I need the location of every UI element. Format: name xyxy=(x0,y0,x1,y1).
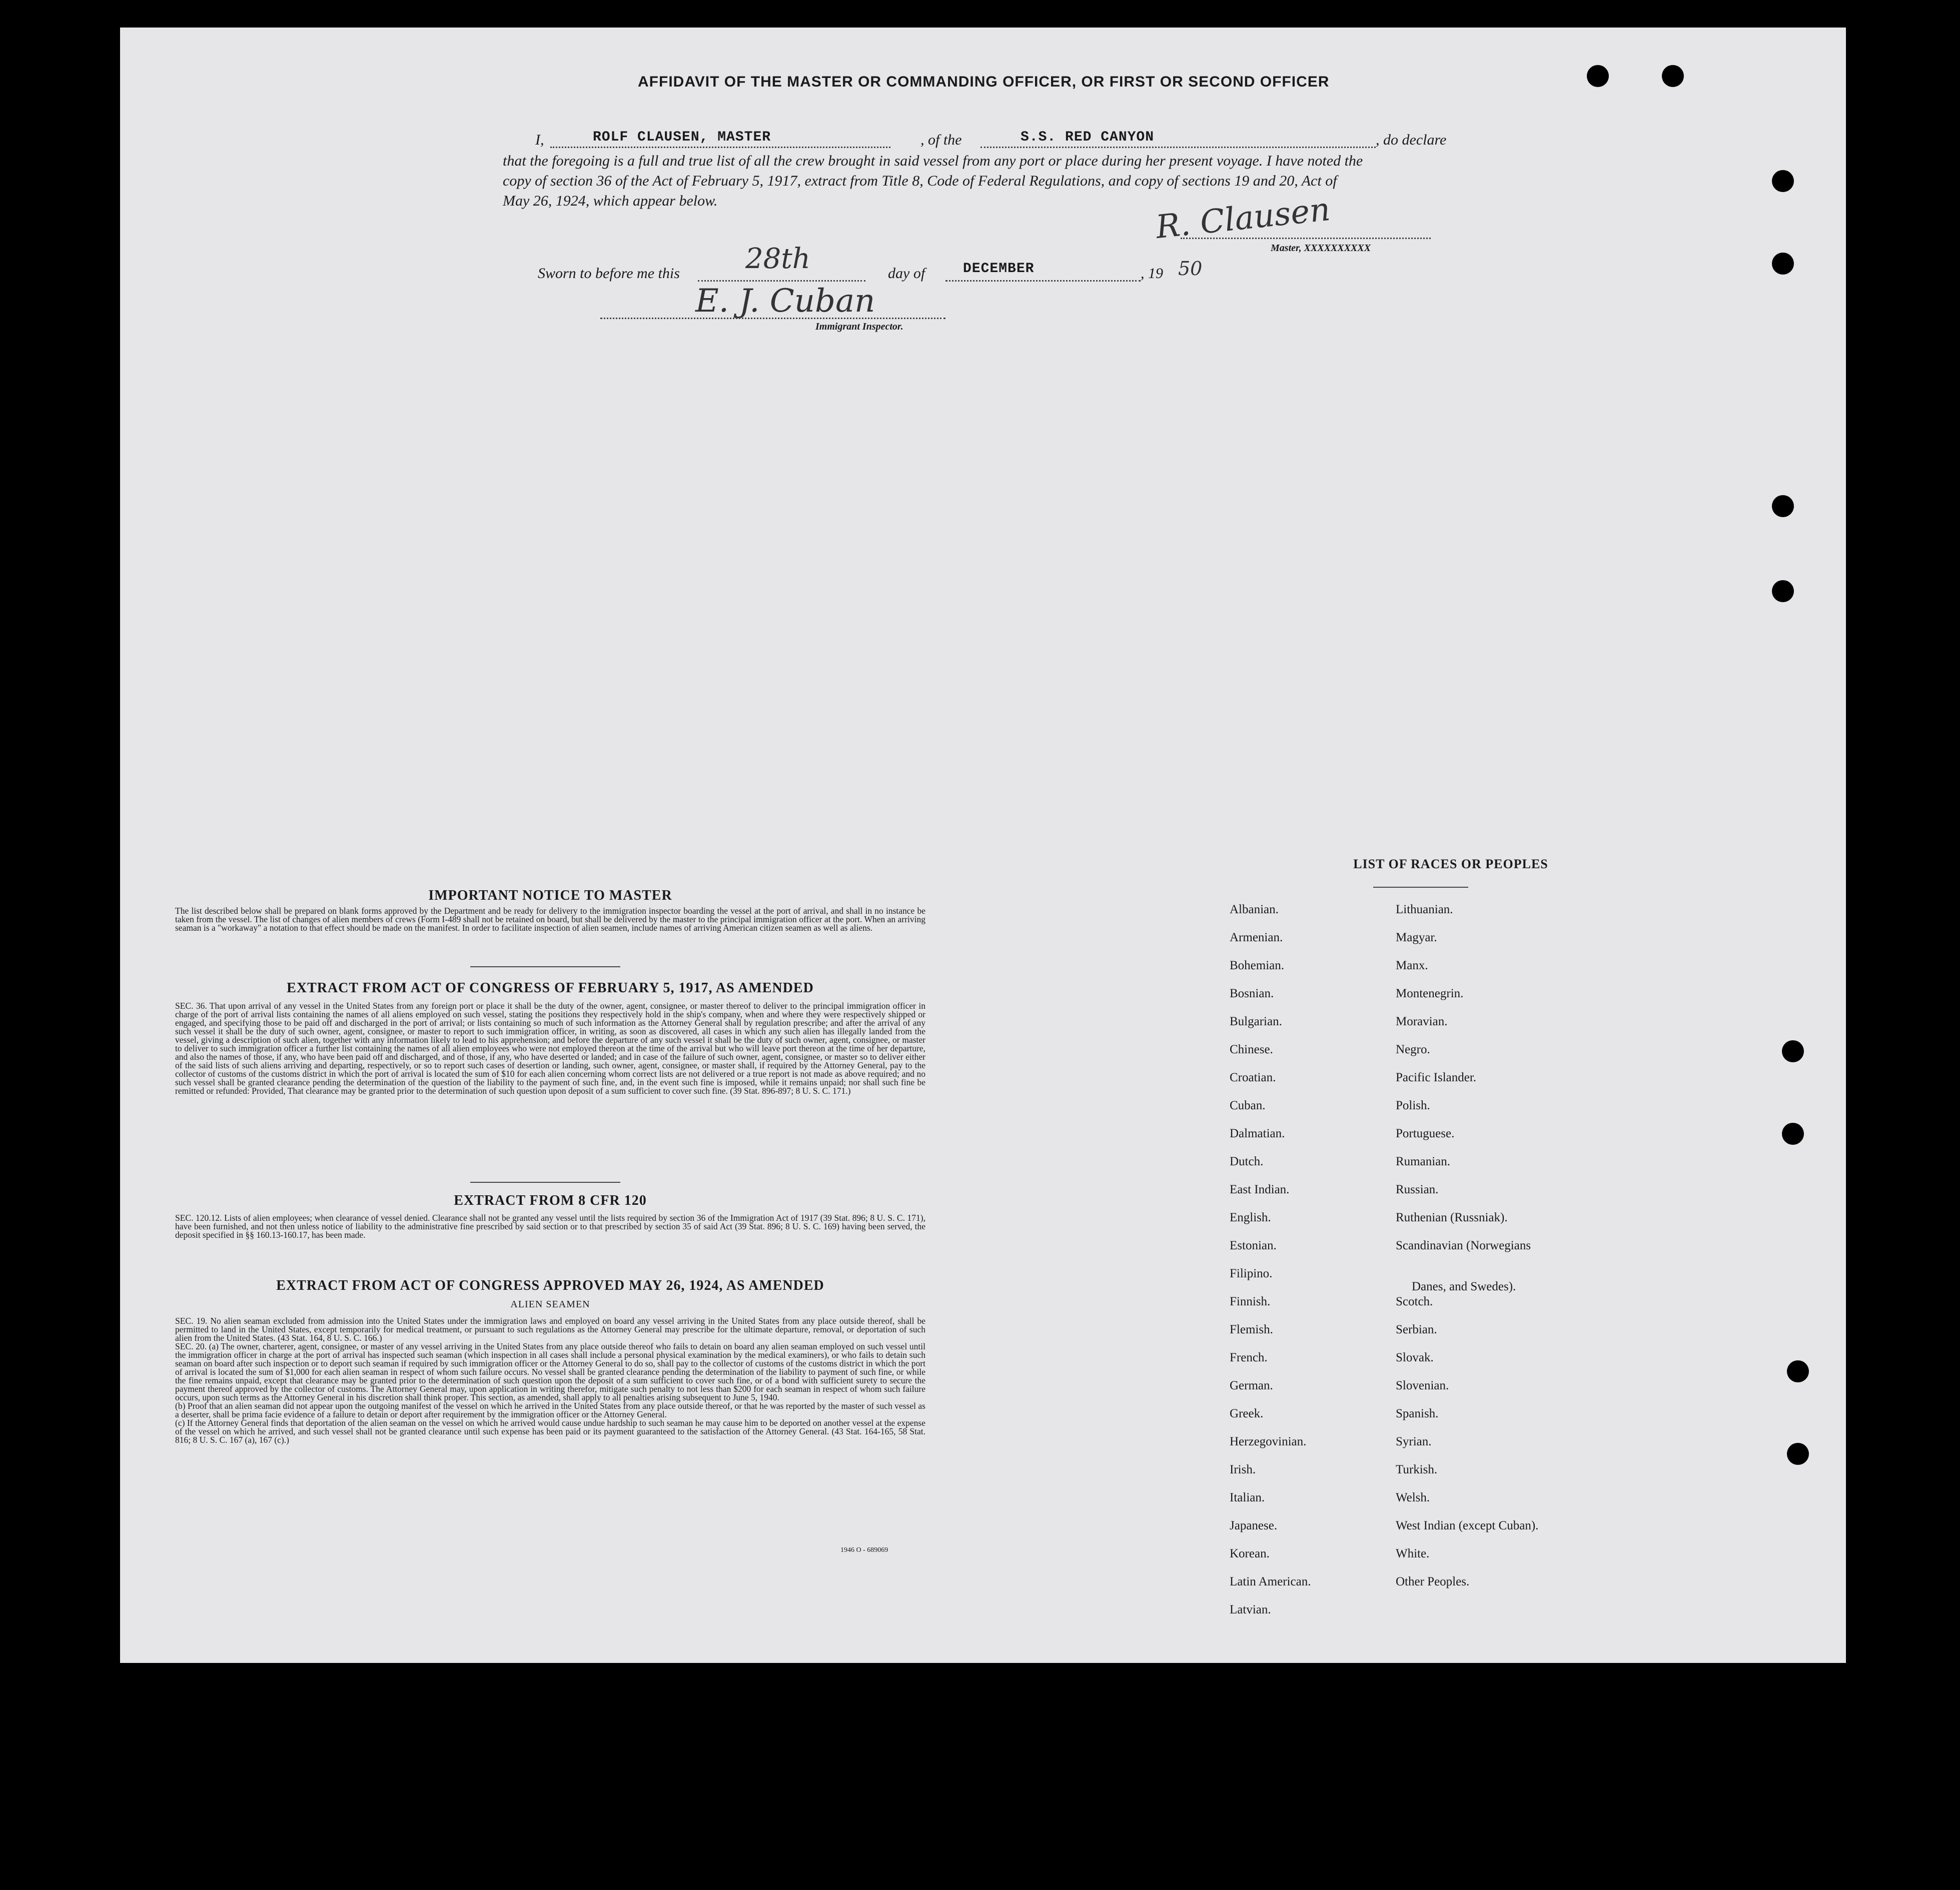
affidavit-i: I, xyxy=(535,132,544,148)
race-item: Croatian. xyxy=(1230,1071,1276,1084)
day-number: 28th xyxy=(745,243,810,275)
sec-20b-text: (b) Proof that an alien seaman did not appear upon the outgoing manifest of the vessel on which he arrived in the United States from any place outside thereof, or that he was reported by the master of such vessel as a deserter, shall be prima facie evidence of a failure to detain or deport after requirement by the immigration officer or the Attorney General. xyxy=(175,1401,925,1419)
extract-1917-text: SEC. 36. That upon arrival of any vessel in the United States from any foreign port or place it shall be the duty of the owner, agent, consignee, or master thereof to deliver to the principal immigration officer in charge of the port of arrival lists containing the names of all aliens employed on such vessel, stating the positions they respectively hold in the ship's company, when and where they were respectively shipped or engaged, and specifying those to be paid off and discharged in the port of arrival; or lists containing so much of such information as the Attorney General shall by regulation prescribe; and after the arrival of any such vessel it shall be the duty of such owner, agent, consignee, or master to report to such immigration officer, in writing, as soon as discovered, all cases in which any such alien has illegally landed from the vessel, giving a description of such alien, together with any information likely to lead to his apprehension; and before the departure of any such vessel it shall be the duty of such owner, agent, consignee, or master to deliver to such immigration officer a further list containing the names of all alien employees who were not employed thereon at the time of the arrival but who will leave port thereon at the time of her departure, and also the names of those, if any, who have been paid off and discharged, and of those, if any, who have deserted or landed; and in case of the failure of such owner, agent, consignee, or master so to deliver either of the said lists of such aliens arriving and departing, respectively, or so to report such cases of desertion or landing, such owner, agent, consignee, or master shall, if required by the Attorney General, pay to the collector of customs of the customs district in which the port of arrival is located the sum of $10 for each alien concerning whom correct lists are not delivered or a true report is not made as above required; and no such vessel shall be granted clearance pending the determination of the question of the liability to the payment of such fine, and, in the event such fine is imposed, while it remains unpaid; nor shall such fine be remitted or refunded: Provided, That clearance may be granted prior to the determination of such question upon deposit of a sum sufficient to cover such fine. (39 Stat. 896-897; 8 U. S. C. 171.) xyxy=(175,1001,925,1096)
sec-20c-text: (c) If the Attorney General finds that deportation of the alien seaman on the vessel on which he arrived would cause undue hardship to such seaman he may cause him to be deported on another vessel at the expense of the vessel on which he arrived, and such vessel shall not be granted clearance until such expense has been paid or its payment guaranteed to the satisfaction of the Attorney General. (43 Stat. 164-165, 58 Stat. 816; 8 U. S. C. 167 (a), 167 (c).) xyxy=(175,1418,925,1445)
race-item: White. xyxy=(1396,1547,1430,1560)
divider xyxy=(1373,887,1468,888)
affidavit-of-the: , of the xyxy=(920,132,962,148)
vessel-name: S.S. RED CANYON xyxy=(1021,130,1155,145)
notice-text: The list described below shall be prepared on blank forms approved by the Department and be ready for delivery to the immigration inspector boarding the vessel at the port of arrival, and shall in no instance be taken from the vessel. The list of changes of alien members of crews (Form I-489 shall not be retained on board, but shall be delivered by the master to the principal immigration officer at the port. When an arriving seaman is a "workaway" a notation to that effect should be made on the manifest. In order to facilitate inspection of alien seamen, include names of arriving American citizen seamen as well as aliens. xyxy=(175,906,925,933)
race-item: Cuban. xyxy=(1230,1099,1266,1112)
divider xyxy=(470,1182,620,1183)
race-item: Turkish. xyxy=(1396,1463,1438,1476)
races-heading: LIST OF RACES OR PEOPLES xyxy=(1353,857,1548,871)
race-item: Latin American. xyxy=(1230,1575,1311,1588)
punch-hole xyxy=(1787,1360,1809,1382)
extract-cfr-text: SEC. 120.12. Lists of alien employees; when clearance of vessel denied. Clearance shall not be granted any vessel until the lists required by section 36 of the Immigration Act of 1917 (39 Stat. 896; 8 U. S. C. 171), have been furnished, and not then unless notice of liability to the administrative fine prescribed by said section or to that prescribed by section 35 of said Act (39 Stat. 896; 8 U. S. C. 169) having been served, the deposit specified in §§ 160.13-160.17, has been made. xyxy=(175,1213,925,1240)
race-item: Montenegrin. xyxy=(1396,987,1464,1000)
race-item: Negro. xyxy=(1396,1043,1430,1056)
race-item: Scotch. xyxy=(1396,1295,1433,1308)
race-item: Syrian. xyxy=(1396,1435,1432,1448)
punch-hole xyxy=(1587,65,1609,87)
punch-hole xyxy=(1662,65,1684,87)
master-name-line xyxy=(550,147,890,148)
punch-hole xyxy=(1772,170,1794,192)
extract-1924-subheading: ALIEN SEAMEN xyxy=(510,1299,590,1310)
race-item: Ruthenian (Russniak). xyxy=(1396,1211,1508,1224)
punch-hole xyxy=(1772,580,1794,602)
race-item: Manx. xyxy=(1396,959,1428,972)
race-item: Bulgarian. xyxy=(1230,1015,1282,1028)
race-item: West Indian (except Cuban). xyxy=(1396,1519,1539,1532)
race-item: Dutch. xyxy=(1230,1155,1264,1168)
race-item: Filipino. xyxy=(1230,1267,1273,1280)
race-item: East Indian. xyxy=(1230,1183,1290,1196)
affidavit-do-declare: , do declare xyxy=(1376,132,1447,148)
race-item: Korean. xyxy=(1230,1547,1270,1560)
race-item: Greek. xyxy=(1230,1407,1264,1420)
race-item: French. xyxy=(1230,1351,1268,1364)
inspector-signature: E. J. Cuban xyxy=(695,283,875,320)
day-of-text: day of xyxy=(888,265,925,282)
punch-hole xyxy=(1772,253,1794,275)
inspector-line xyxy=(600,318,945,319)
sworn-text: Sworn to before me this xyxy=(538,265,680,282)
extract-1924-body xyxy=(175,1317,925,1444)
extract-cfr-heading: EXTRACT FROM 8 CFR 120 xyxy=(454,1193,647,1208)
race-item: Magyar. xyxy=(1396,931,1437,944)
race-item: Flemish. xyxy=(1230,1323,1273,1336)
master-name: ROLF CLAUSEN, MASTER xyxy=(593,130,771,145)
race-item: Welsh. xyxy=(1396,1491,1430,1504)
race-item: Portuguese. xyxy=(1396,1127,1455,1140)
sec-19-text: SEC. 19. No alien seaman excluded from admission into the United States under the immigration laws and employed on board any vessel arriving in the United States from any place outside thereof, shall be permitted to land in the United States, except temporarily for medical treatment, or pursuant to such regulations as the Attorney General may prescribe for the ultimate departure, removal, or deportation of such alien from the United States. (43 Stat. 164, 8 U. S. C. 166.) xyxy=(175,1316,925,1343)
race-item: Bohemian. xyxy=(1230,959,1285,972)
race-item: Albanian. xyxy=(1230,903,1279,916)
race-item: Danes, and Swedes). xyxy=(1412,1280,1516,1293)
race-item: Scandinavian (Norwegians xyxy=(1396,1239,1531,1252)
notice-heading: IMPORTANT NOTICE TO MASTER xyxy=(428,888,672,903)
race-item: Armenian. xyxy=(1230,931,1283,944)
affidavit-line-4: May 26, 1924, which appear below. xyxy=(503,193,718,209)
punch-hole xyxy=(1787,1443,1809,1465)
divider xyxy=(470,966,620,967)
race-item: Chinese. xyxy=(1230,1043,1273,1056)
master-signature-line xyxy=(1181,238,1431,239)
race-item: English. xyxy=(1230,1211,1271,1224)
race-item: Moravian. xyxy=(1396,1015,1448,1028)
race-item: Lithuanian. xyxy=(1396,903,1453,916)
race-item: German. xyxy=(1230,1379,1273,1392)
print-code: 1946 O - 689069 xyxy=(840,1546,888,1554)
year-suffix: 50 xyxy=(1178,258,1203,280)
punch-hole xyxy=(1782,1040,1804,1062)
race-item: Polish. xyxy=(1396,1099,1430,1112)
race-item: Other Peoples. xyxy=(1396,1575,1470,1588)
extract-1917-heading: EXTRACT FROM ACT OF CONGRESS OF FEBRUARY 5, 1917, AS AMENDED xyxy=(287,980,814,996)
month: DECEMBER xyxy=(963,261,1035,277)
race-item: Serbian. xyxy=(1396,1323,1437,1336)
race-item: Russian. xyxy=(1396,1183,1439,1196)
race-item: Italian. xyxy=(1230,1491,1265,1504)
punch-hole xyxy=(1772,495,1794,517)
vessel-line xyxy=(981,147,1376,148)
race-item: Dalmatian. xyxy=(1230,1127,1285,1140)
punch-hole xyxy=(1782,1123,1804,1145)
race-item: Estonian. xyxy=(1230,1239,1277,1252)
extract-1924-heading: EXTRACT FROM ACT OF CONGRESS APPROVED MAY 26, 1924, AS AMENDED xyxy=(276,1278,824,1293)
document-page xyxy=(120,28,1846,1663)
race-item: Bosnian. xyxy=(1230,987,1274,1000)
race-item: Irish. xyxy=(1230,1463,1256,1476)
race-item: Rumanian. xyxy=(1396,1155,1451,1168)
race-item: Slovenian. xyxy=(1396,1379,1449,1392)
race-item: Finnish. xyxy=(1230,1295,1271,1308)
race-item: Latvian. xyxy=(1230,1603,1271,1616)
affidavit-line-2: that the foregoing is a full and true list of all the crew brought in said vessel from any port or place during her present voyage. I have noted the xyxy=(503,153,1363,169)
day-line xyxy=(698,280,865,282)
master-caption: Master, XXXXXXXXXX xyxy=(1271,243,1371,254)
race-item: Pacific Islander. xyxy=(1396,1071,1477,1084)
affidavit-line-3: copy of section 36 of the Act of February 5, 1917, extract from Title 8, Code of Federal Regulations, and copy of sections 19 and 20, Act of xyxy=(503,173,1337,189)
sec-20a-text: SEC. 20. (a) The owner, charterer, agent, consignee, or master of any vessel arriving in the United States from any place outside thereof who fails to detain on board any alien seaman employed on such vessel until the immigration officer in charge at the port of arrival has inspected such seaman (which inspection in all cases shall include a personal physical examination by the medical examiners), or who fails to detain such seaman on board after such inspection or to deport such seaman if required by such immigration officer or the Attorney General to do so, shall pay to the collector of customs of the customs district in which the port of arrival is located the sum of $1,000 for each alien seaman in respect of whom such failure occurs. No vessel shall be granted clearance pending the determination of the liability to payment of such fine, or while the fine remains unpaid, except that clearance may be granted prior to the determination of such question upon the deposit of a sum sufficient to cover such fine, or of a bond with sufficient surety to secure the payment thereof approved by the collector of customs. The Attorney General may, upon application in writing therefor, mitigate such penalty to not less than $200 for each seaman in respect of whom such failure occurs, upon such terms as the Attorney General in his discretion shall think proper. This section, as amended, shall apply to all penalties arising subsequent to June 5, 1940. xyxy=(175,1341,925,1402)
race-item: Slovak. xyxy=(1396,1351,1434,1364)
race-item: Japanese. xyxy=(1230,1519,1278,1532)
inspector-caption: Immigrant Inspector. xyxy=(815,321,903,332)
race-item: Spanish. xyxy=(1396,1407,1439,1420)
master-signature: R. Clausen xyxy=(1154,191,1332,247)
race-item: Herzegovinian. xyxy=(1230,1435,1307,1448)
year-prefix: , 19 xyxy=(1141,265,1163,282)
affidavit-heading: AFFIDAVIT OF THE MASTER OR COMMANDING OFFICER, OR FIRST OR SECOND OFFICER xyxy=(638,74,1330,90)
month-line xyxy=(945,280,1141,282)
